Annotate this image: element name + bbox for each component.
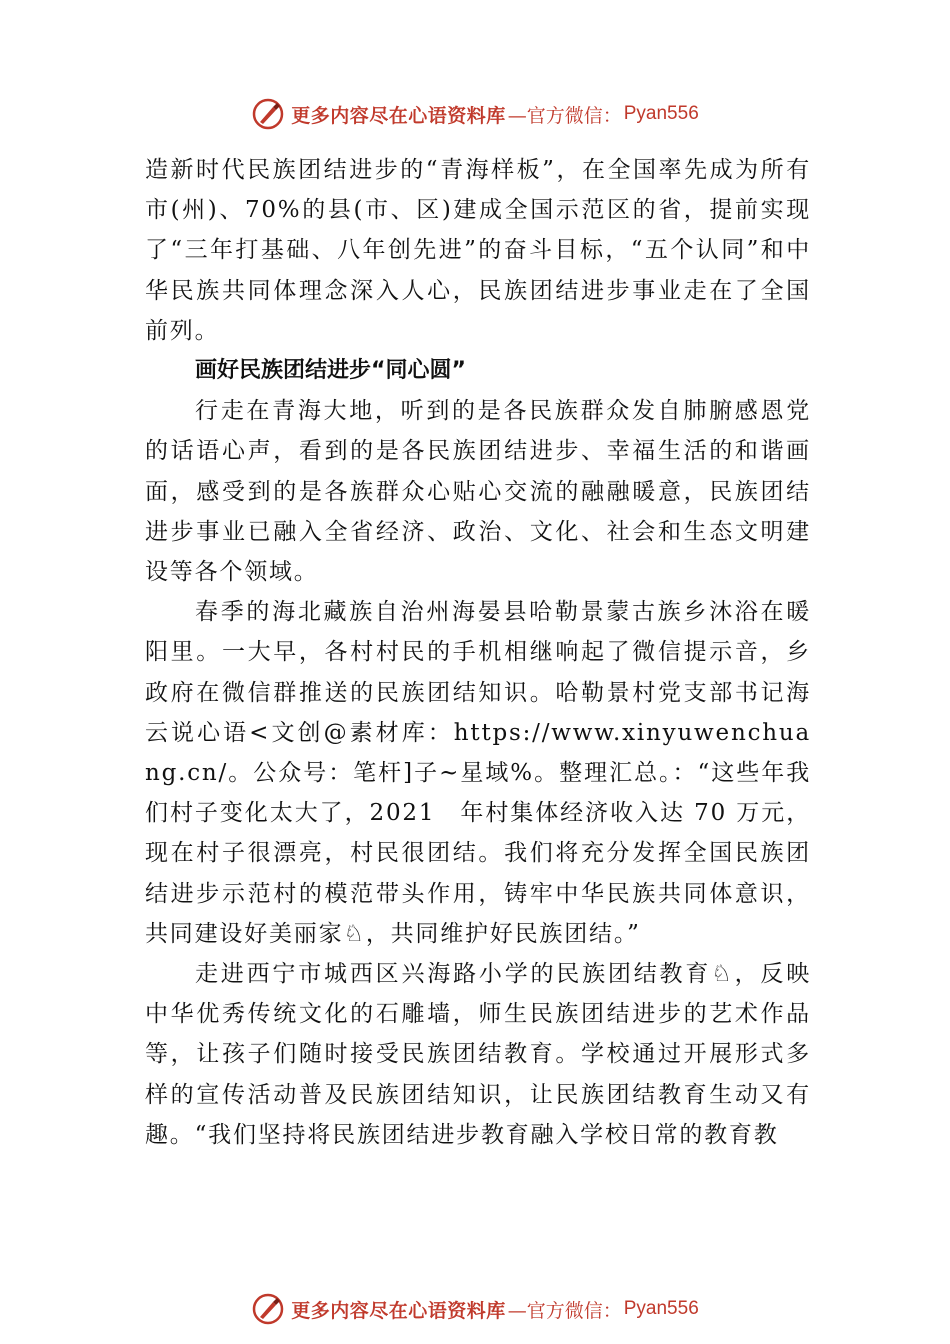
footer-banner [0, 1289, 950, 1329]
banner-subtitle: —官方微信： [507, 104, 622, 127]
paragraph-continued: 造新时代民族团结进步的“青海样板”，在全国率先成为所有市(州)、70%的县(市、区)建成全国示范区的省，提前实现了“三年打基础、八年创先进”的奋斗目标，“五个认同”和中华民族共同体理念深入人心，民族团结进步事业走在了全国前列。 [145, 157, 811, 344]
section-heading: 画好民族团结进步“同心圆” [195, 358, 466, 384]
banner-subtitle: —官方微信： [507, 1299, 622, 1322]
pen-logo-icon [251, 97, 285, 131]
banner-title: 更多内容尽在心语资料库 [291, 1299, 506, 1322]
paragraph: 行走在青海大地，听到的是各民族群众发自肺腑感恩党的话语心声，看到的是各民族团结进步、幸福生活的和谐画面，感受到的是各族群众心贴心交流的融融暖意，民族团结进步事业已融入全省经济、政治、文化、社会和生态文明建设等各个领域。 [145, 398, 811, 586]
banner-wechat-id: Pyan556 [623, 1298, 699, 1319]
paragraph: 春季的海北藏族自治州海晏县哈勒景蒙古族乡沐浴在暖阳里。一大早，各村村民的手机相继响起了微信提示音，乡政府在微信群推送的民族团结知识。哈勒景村党支部书记海云说心语<文创@素材库：https://www.xinyuwenchuang.cn/。公众号：笔杆]子~星域%。整理汇总。：“这些年我们村子变化太大了，2021 年村集体经济收入达 70 万元，现在村子很漂亮，村民很团结。我们将充分发挥全国民族团结进步示范村的模范带头作用，铸牢中华民族共同体意识，共同建设好美丽家♘，共同维护好民族团结。” [145, 599, 811, 947]
paragraph: 走进西宁市城西区兴海路小学的民族团结教育♘，反映中华优秀传统文化的石雕墙，师生民族团结进步的艺术作品等，让孩子们随时接受民族团结教育。学校通过开展形式多样的宣传活动普及民族团结知识，让民族团结教育生动又有趣。“我们坚持将民族团结进步教育融入学校日常的教育教 [145, 961, 811, 1148]
header-banner [0, 94, 950, 134]
banner-title: 更多内容尽在心语资料库 [291, 104, 506, 127]
pen-logo-icon [251, 1292, 285, 1326]
document-body [145, 150, 811, 1155]
banner-wechat-id: Pyan556 [623, 103, 699, 124]
